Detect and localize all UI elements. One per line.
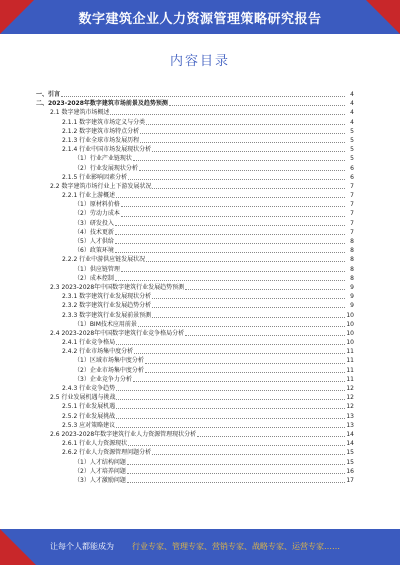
footer-left-accent xyxy=(0,529,36,565)
toc-entry-page: 13 xyxy=(346,412,354,420)
toc-leader-dots xyxy=(133,381,345,382)
toc-entry[interactable] xyxy=(36,108,354,117)
toc-heading: 内容目录 xyxy=(169,54,230,69)
toc-entry-page: 4 xyxy=(350,91,354,98)
toc-entry-text: （3）人才激励问题 xyxy=(74,476,126,484)
table-of-contents xyxy=(36,90,354,485)
toc-leader-dots xyxy=(115,243,345,244)
toc-entry-text: （1）原材料价格 xyxy=(74,201,120,209)
toc-entry[interactable] xyxy=(36,320,354,329)
toc-entry[interactable] xyxy=(36,154,354,163)
toc-entry-text: 2.3.2 数字建筑行业发展趋势分析 xyxy=(62,302,152,310)
toc-leader-dots xyxy=(169,105,345,106)
toc-entry[interactable] xyxy=(36,311,354,320)
toc-entry-text: 2.3.1 数字建筑行业发展现状分析 xyxy=(62,293,152,301)
toc-entry-page: 10 xyxy=(346,311,354,319)
toc-entry[interactable] xyxy=(36,458,354,467)
toc-entry-page: 5 xyxy=(350,146,354,154)
toc-leader-dots xyxy=(152,307,345,308)
toc-entry-text: （2）劳动力成本 xyxy=(74,210,120,218)
toc-entry[interactable] xyxy=(36,90,354,99)
toc-entry-page: 5 xyxy=(350,155,354,163)
toc-entry[interactable] xyxy=(36,448,354,457)
toc-entry[interactable] xyxy=(36,145,354,154)
toc-leader-dots xyxy=(185,289,345,290)
toc-entry-page: 7 xyxy=(350,201,354,209)
toc-entry-text: 2.3 2023-2028年中国数字建筑行业发展趋势预测 xyxy=(50,283,185,291)
toc-leader-dots xyxy=(115,225,345,226)
toc-entry[interactable] xyxy=(36,265,354,274)
toc-leader-dots xyxy=(152,188,345,189)
toc-entry-text: （2）成本控制 xyxy=(74,274,114,282)
toc-entry-page: 13 xyxy=(346,421,354,429)
toc-leader-dots xyxy=(145,363,345,364)
toc-leader-dots xyxy=(146,261,345,262)
toc-leader-dots xyxy=(128,179,345,180)
toc-entry[interactable] xyxy=(36,292,354,301)
toc-leader-dots xyxy=(110,114,345,115)
toc-leader-dots xyxy=(116,418,345,419)
toc-entry-text: 2.4.1 行业竞争格局 xyxy=(62,339,116,347)
footer-slogan: 让每个人都能成为 xyxy=(50,542,114,551)
toc-leader-dots xyxy=(121,271,345,272)
toc-entry[interactable] xyxy=(36,209,354,218)
toc-leader-dots xyxy=(61,96,345,97)
toc-leader-dots xyxy=(121,216,345,217)
toc-entry-page: 17 xyxy=(346,476,354,484)
toc-entry-text: （4）技术更新 xyxy=(74,228,114,236)
toc-entry-text: 2.6 2023-2028年数字建筑行业人力资源管理现状分析 xyxy=(50,430,197,438)
toc-entry-page: 12 xyxy=(346,394,354,402)
toc-leader-dots xyxy=(116,344,345,345)
toc-entry-page: 11 xyxy=(346,357,354,365)
toc-entry[interactable] xyxy=(36,301,354,310)
toc-entry-page: 7 xyxy=(350,219,354,227)
toc-leader-dots xyxy=(115,234,345,235)
toc-entry-text: 2.1.1 数字建筑市场定义与分类 xyxy=(62,118,146,126)
toc-entry[interactable] xyxy=(36,191,354,200)
toc-entry-text: 2.5.2 行业发展挑战 xyxy=(62,412,116,420)
toc-leader-dots xyxy=(138,326,345,327)
toc-entry-page: 15 xyxy=(346,458,354,466)
toc-entry-page: 8 xyxy=(350,238,354,245)
toc-entry-page: 5 xyxy=(350,127,354,135)
toc-entry-page: 11 xyxy=(346,366,354,374)
page-header xyxy=(0,0,400,34)
toc-leader-dots xyxy=(127,482,345,483)
toc-leader-dots xyxy=(133,160,345,161)
toc-entry-text: 2.5.3 应对策略建议 xyxy=(62,421,116,429)
toc-entry[interactable] xyxy=(36,375,354,384)
toc-leader-dots xyxy=(115,252,345,253)
toc-leader-dots xyxy=(116,197,345,198)
toc-leader-dots xyxy=(140,142,345,143)
toc-entry-page: 7 xyxy=(350,228,354,236)
toc-entry-page: 16 xyxy=(346,467,354,475)
toc-entry-text: 2.5.1 行业发展机遇 xyxy=(62,403,116,411)
toc-entry-text: 一、引言 xyxy=(36,91,61,98)
toc-entry[interactable] xyxy=(36,476,354,485)
toc-entry[interactable] xyxy=(36,366,354,375)
toc-entry[interactable] xyxy=(36,430,354,439)
toc-entry-page: 8 xyxy=(350,256,354,264)
toc-entry[interactable] xyxy=(36,384,354,393)
toc-entry[interactable] xyxy=(36,421,354,430)
toc-entry[interactable] xyxy=(36,393,354,402)
toc-entry-page: 10 xyxy=(346,339,354,347)
toc-entry[interactable] xyxy=(36,200,354,209)
toc-entry-text: （3）企业竞争力分析 xyxy=(74,375,132,383)
toc-leader-dots xyxy=(127,464,345,465)
toc-entry[interactable] xyxy=(36,412,354,421)
toc-leader-dots xyxy=(197,436,345,437)
toc-entry[interactable] xyxy=(36,329,354,338)
toc-entry-text: 2.2 数字建筑市场行业上下游发展状况 xyxy=(50,182,152,190)
toc-entry-page: 11 xyxy=(346,375,354,383)
toc-entry[interactable] xyxy=(36,402,354,411)
toc-leader-dots xyxy=(139,170,345,171)
toc-entry-page: 14 xyxy=(346,430,354,438)
toc-entry-text: （1）行业产业链现状 xyxy=(74,155,132,163)
toc-entry-text: （1）BIM技术应用前景 xyxy=(74,320,137,328)
toc-entry-page: 9 xyxy=(350,283,354,291)
toc-entry[interactable] xyxy=(36,356,354,365)
toc-entry-text: （1）供应链管理 xyxy=(74,265,120,273)
toc-entry[interactable] xyxy=(36,467,354,476)
toc-leader-dots xyxy=(127,473,345,474)
toc-entry-page: 6 xyxy=(350,164,354,172)
toc-entry-text: 2.2.1 行业上游概述 xyxy=(62,192,116,200)
toc-entry-page: 12 xyxy=(346,403,354,411)
toc-entry[interactable] xyxy=(36,255,354,264)
toc-entry-text: 2.1.4 行业中国市场发展现状分析 xyxy=(62,146,152,154)
toc-leader-dots xyxy=(116,399,345,400)
toc-entry-text: （6）政策环境 xyxy=(74,247,114,255)
toc-entry[interactable] xyxy=(36,219,354,228)
toc-entry-text: （1）人才结构问题 xyxy=(74,458,126,466)
toc-entry-page: 7 xyxy=(350,210,354,218)
toc-entry-page: 8 xyxy=(350,247,354,255)
toc-entry-page: 4 xyxy=(350,100,354,108)
toc-leader-dots xyxy=(152,151,345,152)
toc-entry[interactable] xyxy=(36,164,354,173)
toc-entry-text: （3）研发投入 xyxy=(74,219,114,227)
toc-leader-dots xyxy=(116,408,345,409)
toc-entry-text: 2.1 数字建筑市场概述 xyxy=(50,109,110,117)
toc-leader-dots xyxy=(140,133,345,134)
toc-entry-text: 2.6.2 行业人力资源管理问题分析 xyxy=(62,449,152,457)
toc-entry[interactable] xyxy=(36,338,354,347)
report-title: 数字建筑企业人力资源管理策略研究报告 xyxy=(78,12,322,27)
toc-entry[interactable] xyxy=(36,228,354,237)
toc-entry[interactable] xyxy=(36,237,354,246)
toc-entry-text: 2.1.5 行业影响因素分析 xyxy=(62,173,128,181)
footer-tags: 行业专家、管理专家、营销专家、战略专家、运营专家…… xyxy=(132,542,340,551)
toc-entry-page: 5 xyxy=(350,136,354,144)
toc-entry-text: 2.5 行业发展机遇与挑战 xyxy=(50,394,116,402)
toc-entry-text: 2.1.3 行业全球市场发展历程 xyxy=(62,136,140,144)
toc-entry-text: 2.4.3 行业竞争趋势 xyxy=(62,385,116,392)
toc-entry[interactable] xyxy=(36,274,354,283)
toc-leader-dots xyxy=(121,206,345,207)
toc-entry[interactable] xyxy=(36,173,354,182)
toc-entry[interactable] xyxy=(36,182,354,191)
toc-leader-dots xyxy=(152,317,345,318)
toc-entry[interactable] xyxy=(36,127,354,136)
toc-entry-text: 2.4 2023-2028年中国数字建筑行业竞争格局分析 xyxy=(50,329,185,337)
toc-entry-page: 4 xyxy=(350,109,354,117)
toc-entry-page: 15 xyxy=(346,449,354,457)
toc-entry-page: 8 xyxy=(350,274,354,282)
toc-leader-dots xyxy=(185,335,345,336)
toc-entry[interactable] xyxy=(36,118,354,127)
toc-entry-page: 4 xyxy=(350,118,354,126)
toc-leader-dots xyxy=(128,445,345,446)
toc-entry-page: 7 xyxy=(350,192,354,200)
toc-leader-dots xyxy=(116,390,345,391)
toc-leader-dots xyxy=(152,454,345,455)
toc-entry-page: 9 xyxy=(350,302,354,310)
toc-entry-page: 12 xyxy=(346,385,354,392)
toc-entry-page: 10 xyxy=(346,320,354,328)
toc-entry-text: （5）人才供给 xyxy=(74,238,114,245)
toc-entry-page: 10 xyxy=(346,329,354,337)
toc-entry-text: 二、2023-2028年数字建筑市场前景及趋势预测 xyxy=(36,100,168,108)
toc-leader-dots xyxy=(152,298,345,299)
toc-entry-text: （1）区域市场集中度分析 xyxy=(74,357,144,365)
toc-entry-page: 9 xyxy=(350,293,354,301)
toc-entry-text: 2.6.1 行业人力资源现状 xyxy=(62,440,128,448)
toc-leader-dots xyxy=(134,353,345,354)
toc-entry[interactable] xyxy=(36,136,354,145)
toc-entry-page: 14 xyxy=(346,440,354,448)
toc-entry[interactable] xyxy=(36,99,354,108)
toc-leader-dots xyxy=(115,280,345,281)
toc-entry-text: （2）企业市场集中度分析 xyxy=(74,366,144,374)
toc-entry[interactable] xyxy=(36,439,354,448)
toc-entry-text: 2.2.2 行业中游供应链发展状况 xyxy=(62,256,146,264)
page-footer xyxy=(0,529,400,565)
toc-leader-dots xyxy=(116,427,345,428)
toc-entry-page: 11 xyxy=(346,348,354,356)
toc-leader-dots xyxy=(145,372,345,373)
toc-entry-text: 2.3.3 数字建筑行业发展前景预测 xyxy=(62,311,152,319)
toc-entry[interactable] xyxy=(36,347,354,356)
toc-entry-page: 8 xyxy=(350,265,354,273)
toc-leader-dots xyxy=(146,124,345,125)
toc-entry-page: 7 xyxy=(350,182,354,190)
toc-entry-text: （2）人才培养问题 xyxy=(74,467,126,475)
toc-entry-page: 6 xyxy=(350,173,354,181)
toc-entry-text: （2）行业发展现状分析 xyxy=(74,164,138,172)
toc-entry-text: 2.1.2 数字建筑市场特点分析 xyxy=(62,127,140,135)
toc-entry[interactable] xyxy=(36,246,354,255)
toc-entry[interactable] xyxy=(36,283,354,292)
toc-entry-text: 2.4.2 行业市场集中度分析 xyxy=(62,348,134,356)
